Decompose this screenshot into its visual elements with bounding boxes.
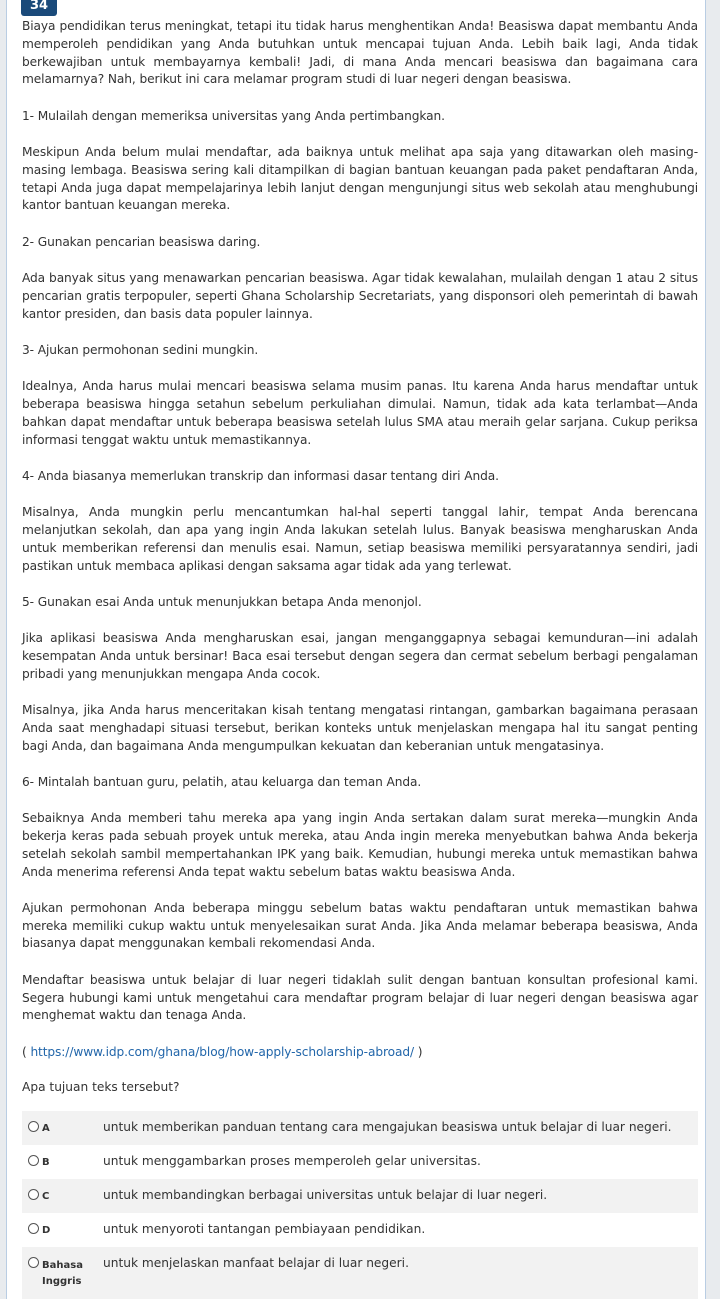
- question-number-badge: 34: [21, 0, 57, 16]
- paragraph: Ada banyak situs yang menawarkan pencarian beasiswa. Agar tidak kewalahan, mulailah dengan 1 atau 2 situs pencarian gratis terpopuler, seperti Ghana Scholarship Secretariats, yang disponsori oleh pemerintah di bawah kantor presiden, dan basis data populer lainnya.: [22, 270, 698, 321]
- source-link[interactable]: https://www.idp.com/ghana/blog/how-apply-scholarship-abroad/: [30, 1044, 414, 1059]
- option-e[interactable]: [22, 1247, 698, 1299]
- question-card: [6, 0, 706, 1299]
- option-letter: A: [42, 1123, 50, 1135]
- paragraph: 3- Ajukan permohonan sedini mungkin.: [22, 342, 259, 357]
- option-text: untuk menggambarkan proses memperoleh gelar universitas.: [103, 1154, 481, 1169]
- answer-options: [22, 1111, 698, 1299]
- option-letter: C: [42, 1191, 50, 1203]
- paragraph: Misalnya, jika Anda harus menceritakan kisah tentang mengatasi rintangan, gambarkan bagaimana perasaan Anda saat menghadapi situasi tersebut, berikan konteks untuk menjelaskan mengapa hal itu sangat penting bagi Anda, dan bagaimana Anda mengumpulkan kekuatan dan keberanian untuk mengatasinya.: [22, 703, 698, 753]
- radio-button[interactable]: [28, 1121, 39, 1132]
- option-text: untuk memberikan panduan tentang cara mengajukan beasiswa untuk belajar di luar negeri.: [103, 1120, 672, 1135]
- paragraph: 2- Gunakan pencarian beasiswa daring.: [22, 234, 261, 249]
- option-letter: Bahasa Inggris: [42, 1260, 83, 1288]
- paragraph: Biaya pendidikan terus meningkat, tetapi itu tidak harus menghentikan Anda! Beasiswa dapat membantu Anda memperoleh pendidikan yang Anda butuhkan untuk mencapai tujuan Anda. Lebih baik lagi, Anda tidak berkewajiban untuk membayarnya kembali! Jadi, di mana Anda mencari beasiswa dan bagaimana cara melamarnya? Nah, berikut ini cara melamar program studi di luar negeri dengan beasiswa.: [22, 19, 698, 87]
- option-c[interactable]: [22, 1179, 698, 1213]
- option-a[interactable]: [22, 1111, 698, 1145]
- paragraph: Misalnya, Anda mungkin perlu mencantumkan hal-hal seperti tanggal lahir, tempat Anda berencana melanjutkan sekolah, dan apa yang ingin Anda lakukan setelah lulus. Banyak beasiswa mengharuskan Anda untuk memberikan referensi dan menulis esai. Namun, setiap beasiswa memiliki persyaratannya sendiri, jadi pastikan untuk membaca aplikasi dengan saksama agar tidak ada yang terlewat.: [22, 505, 698, 573]
- paragraph: Sebaiknya Anda memberi tahu mereka apa yang ingin Anda sertakan dalam surat mereka—mungkin Anda bekerja keras pada sebuah proyek untuk mereka, atau Anda ingin mereka menyebutkan bahwa Anda bekerja setelah sekolah sambil mempertahankan IPK yang baik. Kemudian, hubungi mereka untuk memastikan bahwa Anda menerima referensi Anda tepat waktu sebelum batas waktu beasiswa Anda.: [22, 811, 698, 879]
- paragraph: Meskipun Anda belum mulai mendaftar, ada baiknya untuk melihat apa saja yang ditawarkan oleh masing-masing lembaga. Beasiswa sering kali ditampilkan di bagian bantuan keuangan pada paket pendaftaran Anda, tetapi Anda juga dapat mempelajarinya lebih lanjut dengan mengunjungi situs web sekolah atau menghubungi kantor bantuan keuangan mereka.: [22, 144, 698, 213]
- radio-button[interactable]: [28, 1223, 39, 1234]
- question-prompt: Apa tujuan teks tersebut?: [22, 1080, 180, 1095]
- paragraph: Idealnya, Anda harus mulai mencari beasiswa selama musim panas. Itu karena Anda harus mendaftar untuk beberapa beasiswa hingga setahun sebelum perkuliahan dimulai. Namun, tidak ada kata terlambat—Anda bahkan dapat mendaftar untuk beberapa beasiswa setelah lulus SMA atau meraih gelar sarjana. Cukup periksa informasi tenggat waktu untuk memastikannya.: [22, 379, 698, 447]
- source-open-paren: (: [22, 1044, 31, 1059]
- paragraph: 5- Gunakan esai Anda untuk menunjukkan betapa Anda menonjol.: [22, 594, 422, 609]
- source-close-paren: ): [413, 1044, 423, 1059]
- paragraph: Jika aplikasi beasiswa Anda mengharuskan esai, jangan menganggapnya sebagai kemunduran—ini adalah kesempatan Anda untuk bersinar! Baca esai tersebut dengan segera dan cermat sebelum berbagi pengalaman pribadi yang menunjukkan mengapa Anda cocok.: [22, 631, 698, 681]
- option-d[interactable]: [22, 1213, 698, 1247]
- source-citation: [22, 1044, 698, 1062]
- paragraph: 6- Mintalah bantuan guru, pelatih, atau keluarga dan teman Anda.: [22, 774, 422, 789]
- radio-button[interactable]: [28, 1189, 39, 1200]
- reading-passage: [22, 18, 698, 1299]
- option-text: untuk menyoroti tantangan pembiayaan pendidikan.: [103, 1222, 426, 1237]
- option-text: untuk membandingkan berbagai universitas untuk belajar di luar negeri.: [103, 1188, 548, 1203]
- paragraph: 4- Anda biasanya memerlukan transkrip dan informasi dasar tentang diri Anda.: [22, 468, 499, 483]
- option-b[interactable]: [22, 1145, 698, 1179]
- paragraph: Ajukan permohonan Anda beberapa minggu sebelum batas waktu pendaftaran untuk memastikan bahwa mereka memiliki cukup waktu untuk menyelesaikan surat Anda. Jika Anda melamar beberapa beasiswa, Anda biasanya dapat menggunakan kembali rekomendasi Anda.: [22, 900, 698, 951]
- paragraph: Mendaftar beasiswa untuk belajar di luar negeri tidaklah sulit dengan bantuan konsultan profesional kami. Segera hubungi kami untuk mengetahui cara mendaftar program belajar di luar negeri dengan beasiswa agar menghemat waktu dan tenaga Anda.: [22, 972, 698, 1023]
- option-letter: D: [42, 1225, 51, 1237]
- radio-button[interactable]: [28, 1155, 39, 1166]
- option-letter: B: [42, 1157, 50, 1169]
- paragraph: 1- Mulailah dengan memeriksa universitas yang Anda pertimbangkan.: [22, 108, 445, 123]
- radio-button[interactable]: [28, 1257, 39, 1268]
- option-text: untuk menjelaskan manfaat belajar di luar negeri.: [103, 1256, 409, 1271]
